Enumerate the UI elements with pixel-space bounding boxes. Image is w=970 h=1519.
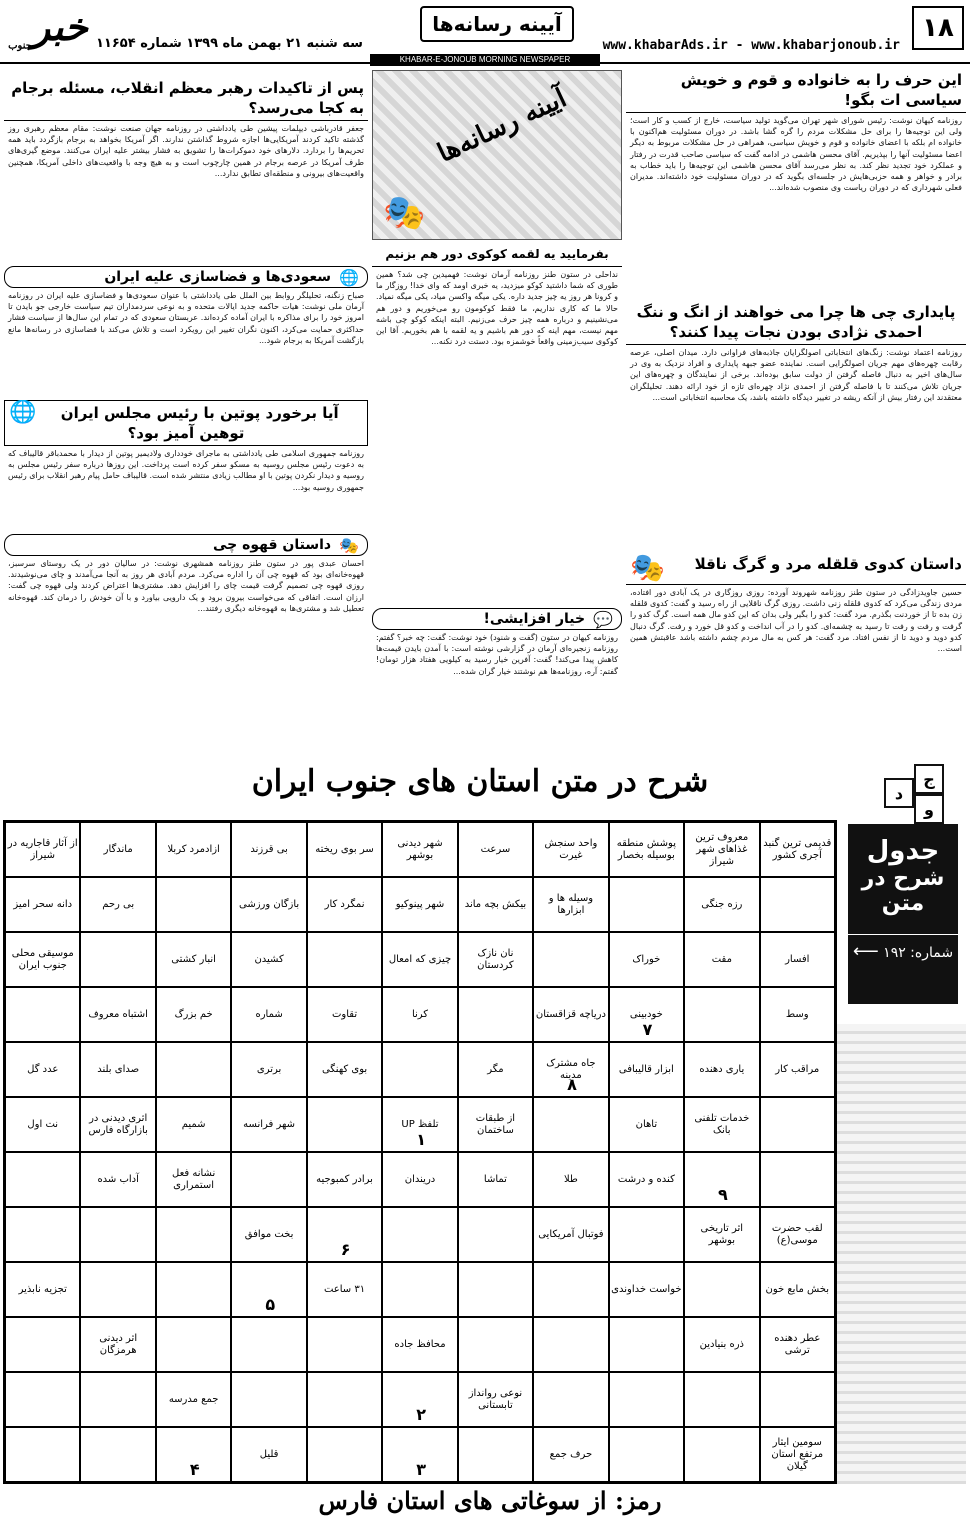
globe-icon: 🌐 (339, 267, 359, 287)
collage-image (372, 70, 622, 240)
article-hoax (372, 608, 622, 754)
crossword-clue-cell[interactable]: مگر (458, 1042, 533, 1097)
crossword-answer-cell[interactable] (80, 1372, 155, 1427)
crossword-clue-cell[interactable]: خم بزرگ (156, 987, 231, 1042)
tile-letter: ج (914, 764, 944, 794)
issue-date: سه شنبه ۲۱ بهمن ماه ۱۳۹۹ شماره ۱۱۶۵۴ (96, 36, 363, 51)
crossword-answer-cell[interactable] (156, 1317, 231, 1372)
crossword-answer-cell[interactable] (760, 1152, 835, 1207)
article-hoax-bar (372, 608, 622, 630)
crossword-clue-cell[interactable]: تقاوت (307, 987, 382, 1042)
crossword-clue-cell[interactable]: جاه مشترک مدینه (533, 1042, 608, 1097)
crossword-answer-cell[interactable] (609, 1317, 684, 1372)
crossword-clue-cell[interactable]: نوعی روانداز تابستانی (458, 1372, 533, 1427)
crossword-row-clue[interactable]: سومین ایثار مرتفع استان گیلان (760, 1427, 835, 1482)
site-url[interactable]: www.khabarAds.ir - www.khabarjonoub.ir (602, 38, 900, 53)
crossword-number: ۴ (189, 1460, 200, 1479)
crossword-answer-cell[interactable] (80, 1207, 155, 1262)
crossword-answer-cell[interactable] (5, 1372, 80, 1427)
crossword-clue-cell[interactable]: کشیدن (231, 932, 306, 987)
article-putin-title: آیا برخورد پوتین با رئیس مجلس ایران توهین آمیز بود؟ (60, 404, 339, 442)
article-instability-headline: پایداری چی ها چرا می خواهند از انگ و ننگ احمدی نژادی بودن نجات پیدا کنند؟ (626, 300, 966, 345)
crossword-answer-cell[interactable] (458, 1207, 533, 1262)
crossword-top-clue[interactable]: معروف ترین غذاهای شهر شیراز (684, 822, 759, 877)
crossword-clue-cell[interactable]: کرنا (382, 987, 457, 1042)
crossword-top-clue[interactable]: سرعت (458, 822, 533, 877)
crossword-answer-cell[interactable] (533, 1262, 608, 1317)
crossword-top-clue[interactable]: واحد سنجش غیرت (533, 822, 608, 877)
article-instability-body: روزنامه اعتماد نوشت: زنگ‌های انتخاباتی اصولگرایان جاذبه‌های فراوانی دارد. میدان اصلی، عرصه رقابت چهره‌های مهم جریان اصولگرایی است. نماینده عضو جبهه پایداری و افراد نزدیک به وی در سال‌های اخیر به دنبال فاصله گرفتن از دولت سابق بوده‌اند. برخی از نمایندگان و چهره‌های این جریان تلاش می‌کنند تا با فاصله گرفتن از احمدی نژاد چهره‌ای تازه از خود ارائه دهند. تحلیلگران معتقدند این رفتار بیش از آنکه ریشه در تغییر دیدگاه داشته باشد، یک محاسبه انتخاباتی است... (630, 348, 962, 402)
crossword-number: ۲ (416, 1405, 426, 1424)
crossword-clue-cell[interactable]: اثری دیدنی در بازارگاه فارس (80, 1097, 155, 1152)
article-story-title: داستان کدوی قلقله مرد و گرگ ناقلا (694, 555, 962, 573)
crossword-answer-cell[interactable] (458, 987, 533, 1042)
article-cafe-body: احسان عبدی پور در ستون طنز روزنامه همشهری نوشت: در سالیان دور در یک روستای سرسبز، قهوه‌خانه‌ای بود که قهوه چی آن را اداره می‌کرد. مردم آبادی هر روز به آنجا می‌آمدند و چای می‌نوشیدند. روزی قهوه چی تصمیم گرفت قیمت چای را افزایش دهد. مشتری‌ها اعتراض کردند ولی قهوه چی گفت: ارزان است. اتفاقی که می‌خواست بیرون برود و یک دارویی بیاورد و با آن خودش را درمان کند. قهوه‌خانه تعطیل شد و مشتری‌ها به قهوه‌خانه دیگری رفتند... (8, 559, 364, 613)
article-saudi (4, 266, 368, 396)
speech-bubble-icon: 💬 (593, 609, 613, 629)
crossword-answer-cell[interactable] (80, 932, 155, 987)
crossword-top-clue[interactable]: بی قرزند (231, 822, 306, 877)
crossword-number: ۶ (340, 1240, 351, 1259)
article-saudi-bar (4, 266, 368, 288)
crossword-answer-cell[interactable] (760, 877, 835, 932)
crossword-row-clue[interactable]: وسط (760, 987, 835, 1042)
crossword-answer-cell[interactable] (533, 1317, 608, 1372)
crossword-answer-cell[interactable] (5, 1152, 80, 1207)
crossword-clue-cell[interactable]: بخت موافق (231, 1207, 306, 1262)
crossword-clue-cell[interactable]: تجزیه نابذیر (5, 1262, 80, 1317)
globe-icon: 🌐 (9, 400, 37, 425)
tile-letter: و (914, 794, 944, 824)
issue-number (848, 934, 958, 962)
crossword-clue-cell[interactable]: فوتبال آمریکایی (533, 1207, 608, 1262)
crossword-answer-cell[interactable] (156, 877, 231, 932)
crossword-clue-cell[interactable]: دریندان (382, 1152, 457, 1207)
crossword-top-clue[interactable]: ازادمرد کربلا (156, 822, 231, 877)
crossword-top-clue[interactable]: ماندگار (80, 822, 155, 877)
article-story-body: حسین جاویدزادگی در ستون طنز روزنامه شهروند آورده: روزی روزگاری در یک آبادی دور افتاده، مردی زندگی می‌کرد که کدوی قلقله زنی داشت. روزی گرگ ناقلایی از راه رسید و گفت: کدوی قلقله زن بده تا از خوردنت بگذرم. مرد گفت: کدو را بگیر ولی بدان که این کدو مال همه است. گرگ کدو را گرفت و رفت و رفت تا رسید به چشمه‌ای. کدو را در آب انداخت و کدو قل خورد و رفت. گرگ دنبال کدو دوید و دوید تا از نفس افتاد. مرد گفت: هر کس به مال مردم چشم داشته باشد عاقبتش همین است... (630, 588, 962, 654)
article-jcpoa-headline: پس از تاکیدات رهبر معظم انقلاب، مسئله برجام به کجا می‌رسد؟ (4, 76, 368, 121)
crossword-answer-cell[interactable] (156, 1262, 231, 1317)
crossword-answer-cell[interactable] (684, 1427, 759, 1482)
article-hoax-title: خیار افزایشی! (483, 611, 586, 627)
crossword-clue-cell[interactable]: نشانه فعل استمراری (156, 1152, 231, 1207)
crossword-clue-cell[interactable]: شهر پینوکیو (382, 877, 457, 932)
crossword-clue-cell[interactable]: خواست خداوندی (609, 1262, 684, 1317)
crossword-row-clue[interactable]: عطر دهنده ترشی (760, 1317, 835, 1372)
crossword-answer-cell[interactable] (231, 1372, 306, 1427)
crossword-number: ۹ (718, 1185, 728, 1204)
crossword-clue-cell[interactable]: مقت (684, 932, 759, 987)
crossword-answer-cell[interactable] (5, 1427, 80, 1482)
crossword-clue-cell[interactable]: قلیل (231, 1427, 306, 1482)
crossword-clue-cell[interactable]: آداب شده (80, 1152, 155, 1207)
crossword-number: ۵ (265, 1295, 276, 1314)
article-story-headline (626, 552, 966, 585)
article-family (626, 68, 966, 298)
crossword-top-clue[interactable]: از آثار قاجاریه در شیراز (5, 822, 80, 877)
crossword-clue-cell[interactable]: کنده و درشت (609, 1152, 684, 1207)
crossword-number: ۳ (416, 1460, 426, 1479)
crossword-clue-cell[interactable]: یاری دهنده (684, 1042, 759, 1097)
crossword-clue-cell[interactable]: تاهان (609, 1097, 684, 1152)
newspaper-collage (372, 70, 622, 240)
crossword-answer-cell[interactable] (307, 1317, 382, 1372)
crossword-clue-cell[interactable]: صدای بلند (80, 1042, 155, 1097)
crossword-clue-cell[interactable]: دانه سحر امیز (5, 877, 80, 932)
crossword-clue-cell[interactable]: برتری (231, 1042, 306, 1097)
crossword-top-clue[interactable]: سر بوی ریخته (307, 822, 382, 877)
crossword-clue-cell[interactable]: از طبقات ساختمان (458, 1097, 533, 1152)
crossword-clue-cell[interactable]: موسیقی محلی جنوب ایران (5, 932, 80, 987)
theater-masks-icon: 🎭 (339, 535, 359, 555)
crossword-answer-cell[interactable] (684, 1372, 759, 1427)
crossword-footer: رمز: از سوغاتی های استان فارس (318, 1486, 662, 1515)
crossword-clue-cell[interactable]: عدد گل (5, 1042, 80, 1097)
article-kokab (372, 242, 622, 602)
crossword-clue-cell[interactable]: جمع مدرسه (156, 1372, 231, 1427)
logo-sub: جنوب (8, 40, 32, 52)
article-putin (4, 400, 368, 530)
article-kokab-body: نداحلی در ستون طنز روزنامه آرمان نوشت: فهمیدین چی شد؟ همین طوری که شما داشتید کوکو میزدید، یه خبری اومد که وای خدا! روزگار ما و کرونا هر روز یه چیز جدید داره. یکی میگه واکسن میاد، یکی میگه نمیاد. حالا ما که کاری نداریم، ما فقط کوکومون رو می‌خوریم و دور هم می‌نشینیم و درباره همه چیز حرف می‌زنیم. البته اینکه کوکو چی باشه مهم نیست، مهم اینه که دور هم باشیم و یه لقمه با هم بخوریم. آقا این کوکوی سیب‌زمینی واقعاً خوشمزه بود. دستت درد نکنه... (376, 270, 618, 347)
mask-icon: 🎭 (383, 193, 426, 233)
crossword-clue-cell[interactable]: برادر کمبوجیه (307, 1152, 382, 1207)
crossword-clue-cell[interactable]: تلفظ UP (382, 1097, 457, 1152)
crossword-number: ۸ (567, 1075, 577, 1094)
crossword-clue-cell[interactable]: انبار کشتی (156, 932, 231, 987)
crossword-clue-cell[interactable]: طلا (533, 1152, 608, 1207)
arrow-left-icon: ⟵ (852, 941, 879, 962)
crossword-clue-cell[interactable]: ۳۱ ساعت (307, 1262, 382, 1317)
article-cafe (4, 534, 368, 754)
crossword-clue-cell[interactable]: خدمات تلفنی بانک (684, 1097, 759, 1152)
article-kokab-banner: بفرمایید یه لقمه کوکوی دور هم بزنیم (372, 242, 622, 267)
crossword-number: ۷ (642, 1020, 653, 1039)
article-story (626, 552, 966, 752)
crossword-clue-cell[interactable]: بیکش بچه ماند (458, 877, 533, 932)
theater-masks-icon: 🎭 (630, 552, 665, 584)
crossword-clue-cell[interactable]: حرف جمع (533, 1427, 608, 1482)
newspaper-logo (8, 4, 88, 50)
crossword-side-box (848, 824, 958, 1004)
letter-tiles (854, 764, 954, 822)
crossword-top-clue[interactable]: شهر دیدنی بوشهر (382, 822, 457, 877)
crossword-answer-cell[interactable] (684, 987, 759, 1042)
crossword-clue-cell[interactable]: بی رحم (80, 877, 155, 932)
side-title: جدول (866, 836, 940, 866)
crossword-clue-cell[interactable]: شمیم (156, 1097, 231, 1152)
article-saudi-body: صباح زنگنه، تحلیلگر روابط بین الملل طی یادداشتی با عنوان سعودی‌ها و فضاسازی علیه ایران در روزنامه آرمان ملی نوشت: هیات حاکمه جدید ایالات متحده و به نوعی سردمداران تیم سیاست خارجی جو بایدن تا امروز خود را برای مذاکره با ایران آماده کرده‌اند. عربستان سعودی که در تمام این سال‌ها از سیاست فشار حداکثری حمایت می‌کرد، اکنون نگران تغییر این رویکرد است و تلاش می‌کند با فضاسازی در رسانه‌ها مانع بازگشت آمریکا به برجام شود... (8, 291, 364, 345)
crossword-clue-cell[interactable]: نمگرد کار (307, 877, 382, 932)
article-putin-headline (4, 400, 368, 446)
issue-text: شماره: ۱۹۲ (883, 945, 954, 961)
english-strip: KHABAR-E-JONOUB MORNING NEWSPAPER (370, 54, 600, 66)
article-putin-body: روزنامه جمهوری اسلامی طی یادداشتی به ماجرای خودداری ولادیمیر پوتین از دیدار با محمدباقر قالیباف که به دعوت رئیس مجلس روسیه به مسکو سفر کرده است پرداخت. این روزها درباره سفر رئیس مجلس به روسیه و دیدار نکردن پوتین با او مطالب زیادی منتشر شده است. قالیباف حامل پیام رهبر انقلاب برای رئیس جمهوری روسیه بود... (8, 449, 364, 492)
article-hoax-body: روزنامه کیهان در ستون (گفت و شنود) خود نوشت: گفت: چه خبر؟ گفتم: روزنامه زنجیره‌ای آرمان در گزارشی نوشته است: با آمدن بایدن قیمت‌ها کاهش پیدا می‌کند! گفت: آفرین خیار رسید به کیلویی هفتاد هزار تومان! گفتم: آره، روزنامه‌ها هم نوشتند خیار گران شده... (376, 633, 618, 676)
crossword-clue-cell[interactable]: وسیله ها و ابزارها (533, 877, 608, 932)
crossword-clue-cell[interactable]: ابزار قالیبافی (609, 1042, 684, 1097)
crossword-row-clue[interactable]: بخش مایع خون (760, 1262, 835, 1317)
crossword-answer-cell[interactable] (80, 1262, 155, 1317)
crossword-clue-cell[interactable]: نت اول (5, 1097, 80, 1152)
crossword-clue-cell[interactable]: بوی کهنگی (307, 1042, 382, 1097)
crossword-answer-cell[interactable] (458, 1317, 533, 1372)
crossword-answer-cell[interactable] (80, 1427, 155, 1482)
crossword-answer-cell[interactable] (609, 1427, 684, 1482)
logo-text: خبر (31, 4, 88, 49)
crossword-clue-cell[interactable]: شماره (231, 987, 306, 1042)
crossword-answer-cell[interactable] (307, 932, 382, 987)
crossword-clue-cell[interactable]: محافظ جاده (382, 1317, 457, 1372)
crossword-top-clue[interactable]: قدیمی ترین گنبد آجری کشور (760, 822, 835, 877)
article-jcpoa (4, 76, 368, 262)
crossword-clue-cell[interactable]: تماشا (458, 1152, 533, 1207)
crossword-answer-cell[interactable] (684, 1262, 759, 1317)
article-jcpoa-body: جعفر قادرباشی دیپلمات پیشین طی یادداشتی در روزنامه جهان صنعت نوشت: مقام معظم رهبری روز گذشته تاکید کردند آمریکایی‌ها اجازه شروط گذاشتن ندارند. اگر آمریکا بخواهد به برجام بازگردد باید همه تحریم‌ها را بردارد. دلارهای خود دموکرات‌ها را تشویق به فشار بیشتر علیه ایران می‌کنند. موضع گیری‌های طرف آمریکا در عرصه برجام در همین چارچوب است و به هیچ وجه با واقعیت‌های داخلی آمریکا، همچنین واقعیت‌های بیرونی و منطقه‌ای تطابق ندارد... (8, 124, 364, 178)
article-family-headline: این حرف را به خانواده و قوم و خویش سیاسی ات بگو! (626, 68, 966, 113)
crossword-number: ۱ (416, 1130, 426, 1149)
crossword-answer-cell[interactable] (609, 877, 684, 932)
crossword-answer-cell[interactable] (533, 1372, 608, 1427)
crossword-clue-cell[interactable]: خودبینی (609, 987, 684, 1042)
crossword-answer-cell[interactable] (5, 1207, 80, 1262)
crossword-title: شرح در متن استان های جنوب ایران (251, 764, 709, 799)
crossword-row-clue[interactable]: افسار (760, 932, 835, 987)
article-family-body: روزنامه کیهان نوشت: رئیس شورای شهر تهران می‌گوید تولید سیاست، خارج از کسب و کار است؛ ولی این توجیه‌ها را برای حل مشکلات مردم را گره گشا باشد. در دوران مسئولیت هم‌اکنون با خانواده ام بلکه با اعضای خانواده و قوم و خویش سیاسی، همراهی در حل مشکلات مربوط به دیگر اعضا مسئولیت آنها را بپذیریم. آقای محسن هاشمی در ادامه گفت که سیاسی صاحب قدرت در رفتار و عملکرد خود تجدید نظر کند. به نظر می‌رسد آقای محسن هاشمی این توجیه‌ها را باید خطاب به برادر و خواهر و همه حزبی‌هایش در جلسه‌ای بگوید که در دوران مسئولیت خود داشته‌اند. مدیران فعلی شهرداری که در دوران ریاست وی منصوب شده‌اند... (630, 116, 962, 193)
crossword-answer-cell[interactable] (307, 1427, 382, 1482)
crossword-answer-cell[interactable] (760, 1372, 835, 1427)
crossword-clue-cell[interactable]: شهر فرانسه (231, 1097, 306, 1152)
crossword-answer-cell[interactable] (231, 1317, 306, 1372)
tile-letter: د (884, 778, 914, 808)
article-cafe-title: داستان قهوه چی (212, 537, 332, 553)
crossword-grid[interactable] (3, 820, 837, 1484)
collage-overlay-text: آیینه رسانه‌ها (433, 83, 572, 169)
crossword-clue-cell[interactable]: خوراک (609, 932, 684, 987)
crossword-sidebar (836, 764, 966, 1484)
article-instability (626, 300, 966, 550)
crossword-row-clue[interactable]: لقب حضرت موسی(ع) (760, 1207, 835, 1262)
crossword-clue-cell[interactable]: اثر تاریخی بوشهر (684, 1207, 759, 1262)
article-saudi-title: سعودی‌ها و فضاسازی علیه ایران (104, 269, 332, 285)
crossword-answer-cell[interactable] (760, 1097, 835, 1152)
page-number: ۱۸ (912, 6, 964, 50)
crossword-answer-cell[interactable] (533, 932, 608, 987)
crossword-answer-cell[interactable] (382, 1042, 457, 1097)
article-cafe-bar (4, 534, 368, 556)
crossword-clue-cell[interactable]: اثر دیدنی هرمزگان (80, 1317, 155, 1372)
crossword-answer-cell[interactable] (5, 987, 80, 1042)
crossword-answer-cell[interactable] (458, 1262, 533, 1317)
crossword-clue-cell[interactable]: ذره بنیادین (684, 1317, 759, 1372)
crossword-clue-cell[interactable]: بازگان ورزشی (231, 877, 306, 932)
crossword-answer-cell[interactable] (609, 1207, 684, 1262)
crossword-answer-cell[interactable] (458, 1427, 533, 1482)
crossword-clue-cell[interactable]: دریاچه قزاقستان (533, 987, 608, 1042)
crossword-answer-cell[interactable] (382, 1207, 457, 1262)
side-subtitle: شرح در متن (861, 866, 945, 916)
crossword-answer-cell[interactable] (156, 1042, 231, 1097)
section-title: آیینه رسانه‌ها (420, 6, 574, 42)
crossword-answer-cell[interactable] (307, 1372, 382, 1427)
crossword-clue-cell[interactable]: رزه جنگی (684, 877, 759, 932)
crossword-answer-cell[interactable] (5, 1317, 80, 1372)
crossword-answer-cell[interactable] (382, 1262, 457, 1317)
crossword-answer-cell[interactable] (307, 1097, 382, 1152)
crossword-answer-cell[interactable] (533, 1097, 608, 1152)
crossword-row-clue[interactable]: مراقب کار (760, 1042, 835, 1097)
keyboard-photo (836, 1024, 966, 1484)
crossword-clue-cell[interactable]: نان نازک کردستان (458, 932, 533, 987)
crossword-answer-cell[interactable] (231, 1152, 306, 1207)
crossword-top-clue[interactable]: پوشش منطقه بوسیله بخصار (609, 822, 684, 877)
crossword-answer-cell[interactable] (156, 1207, 231, 1262)
masthead (0, 0, 970, 64)
crossword-clue-cell[interactable]: چیزی که امعال (382, 932, 457, 987)
crossword-answer-cell[interactable] (609, 1372, 684, 1427)
crossword-clue-cell[interactable]: اشتباه معروف (80, 987, 155, 1042)
